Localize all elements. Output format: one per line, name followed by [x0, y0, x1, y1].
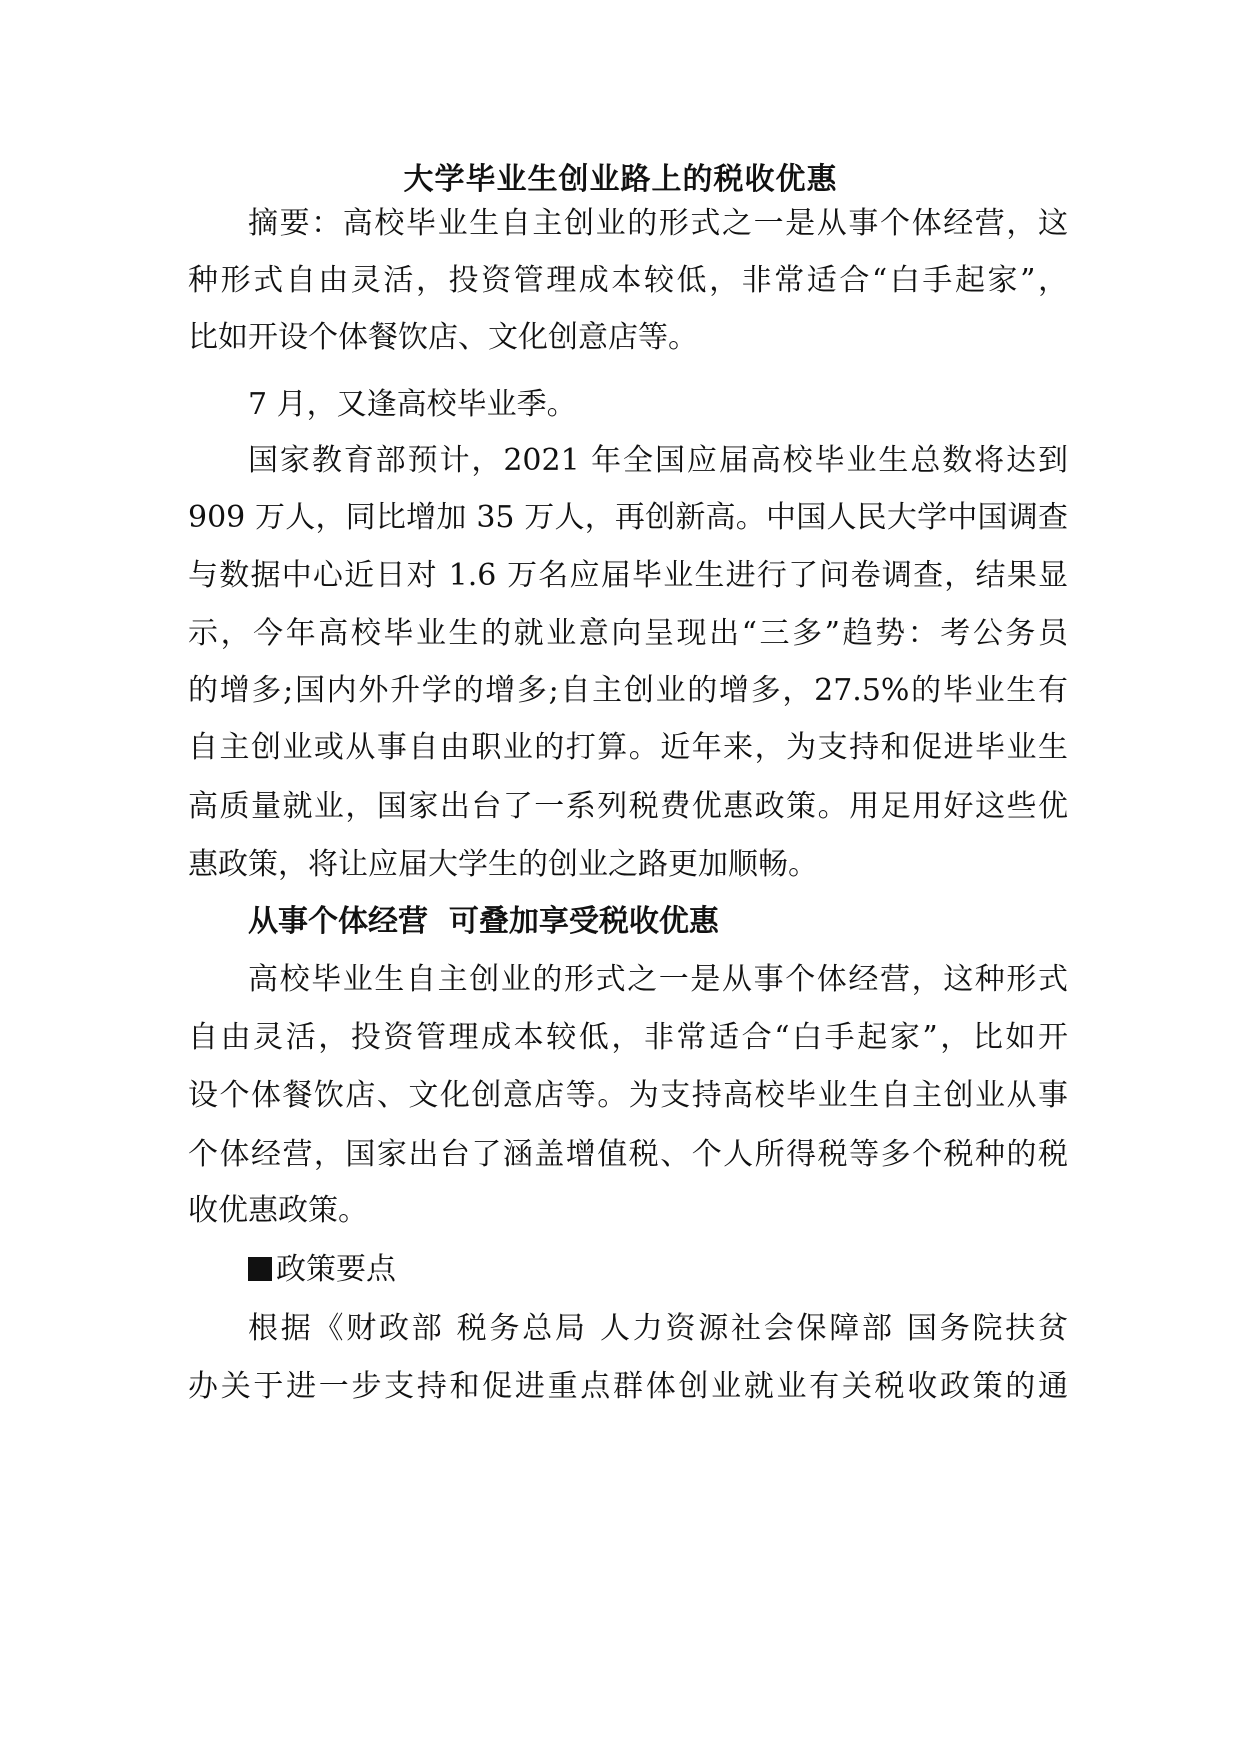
- intro-paragraph: 7 月，又逢高校毕业季。: [248, 387, 577, 422]
- abstract-line: 摘要：高校毕业生自主创业的形式之一是从事个体经营，这: [248, 206, 1068, 241]
- abstract-line: 比如开设个体餐饮店、文化创意店等。: [188, 320, 698, 355]
- paragraph-line: 根据《财政部 税务总局 人力资源社会保障部 国务院扶贫: [248, 1311, 1068, 1346]
- paragraph-line: 示，今年高校毕业生的就业意向呈现出“三多”趋势：考公务员: [188, 616, 1068, 651]
- paragraph-line: 设个体餐饮店、文化创意店等。为支持高校毕业生自主创业从事: [188, 1078, 1068, 1113]
- document-title: 大学毕业生创业路上的税收优惠: [403, 162, 838, 197]
- paragraph-line: 自主创业或从事自由职业的打算。近年来，为支持和促进毕业生: [188, 730, 1068, 765]
- paragraph-line: 自由灵活，投资管理成本较低，非常适合“白手起家”，比如开: [188, 1020, 1068, 1055]
- paragraph-line: 收优惠政策。: [188, 1193, 368, 1228]
- paragraph-line: 个体经营，国家出台了涵盖增值税、个人所得税等多个税种的税: [188, 1137, 1068, 1172]
- paragraph-line: 909 万人，同比增加 35 万人，再创新高。中国人民大学中国调查: [188, 500, 1068, 535]
- section-heading: 从事个体经营 可叠加享受税收优惠: [248, 904, 719, 939]
- paragraph-line: 办关于进一步支持和促进重点群体创业就业有关税收政策的通: [188, 1369, 1068, 1404]
- paragraph-line: 的增多;国内外升学的增多;自主创业的增多，27.5%的毕业生有: [188, 673, 1068, 708]
- paragraph-line: 与数据中心近日对 1.6 万名应届毕业生进行了问卷调查，结果显: [188, 558, 1068, 593]
- policy-label-text: 政策要点: [276, 1252, 396, 1287]
- paragraph-line: 高质量就业，国家出台了一系列税费优惠政策。用足用好这些优: [188, 789, 1068, 824]
- paragraph-line: 惠政策，将让应届大学生的创业之路更加顺畅。: [188, 847, 818, 882]
- paragraph-line: 国家教育部预计，2021 年全国应届高校毕业生总数将达到: [248, 443, 1068, 478]
- black-square-icon: [248, 1257, 272, 1281]
- policy-label: [248, 1245, 1068, 1295]
- paragraph-line: 高校毕业生自主创业的形式之一是从事个体经营，这种形式: [248, 962, 1068, 997]
- abstract-line: 种形式自由灵活，投资管理成本较低，非常适合“白手起家”，: [188, 263, 1068, 298]
